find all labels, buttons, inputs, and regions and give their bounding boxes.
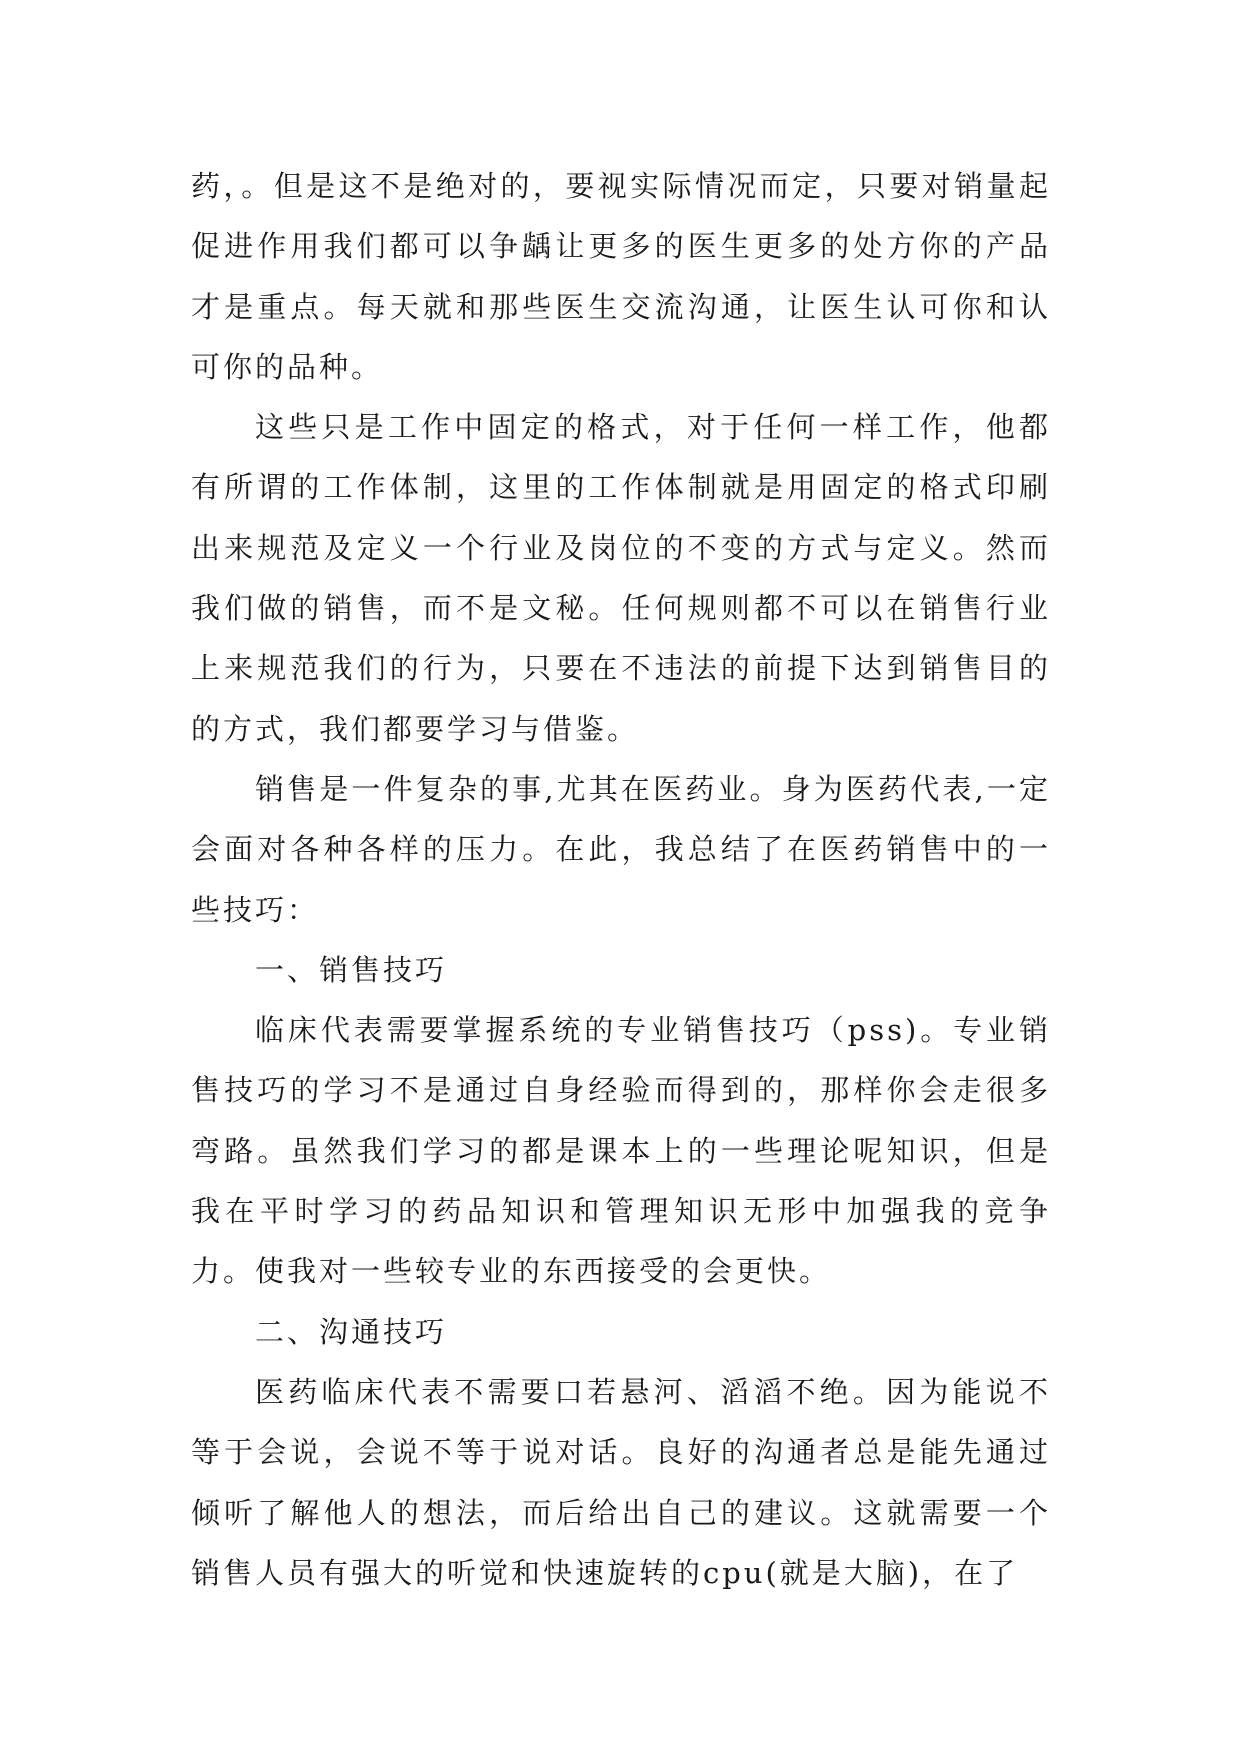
document-body — [191, 156, 1051, 1603]
paragraph-sales-skills: 临床代表需要掌握系统的专业销售技巧（pss)。专业销售技巧的学习不是通过自身经验而得到的，那样你会走很多弯路。虽然我们学习的都是课本上的一些理论呢知识，但是我在平时学习的药品知识和管理知识无形中加强我的竞争力。使我对一些较专业的东西接受的会更快。 — [191, 1013, 1051, 1289]
paragraph-communication-skills: 医药临床代表不需要口若悬河、滔滔不绝。因为能说不等于会说，会说不等于说对话。良好的沟通者总是能先通过倾听了解他人的想法，而后给出自己的建议。这就需要一个销售人员有强大的听觉和快速旋转的cpu(就是大脑)，在了 — [191, 1374, 1051, 1590]
heading-sales-skills: 一、销售技巧 — [255, 952, 448, 987]
paragraph-continuation: 药，。但是这不是绝对的，要视实际情况而定，只要对销量起促进作用我们都可以争龋让更多的医生更多的处方你的产品才是重点。每天就和那些医生交流沟通，让医生认可你和认可你的品种。 — [191, 169, 1051, 384]
paragraph-work-format: 这些只是工作中固定的格式，对于任何一样工作，他都有所谓的工作体制，这里的工作体制就是用固定的格式印刷出来规范及定义一个行业及岗位的不变的方式与定义。然而我们做的销售，而不是文秘。任何规则都不可以在销售行业上来规范我们的行为，只要在不违法的前提下达到销售目的的方式，我们都要学习与借鉴。 — [191, 410, 1051, 746]
heading-communication-skills: 二、沟通技巧 — [255, 1314, 448, 1349]
paragraph-sales-intro: 销售是一件复杂的事,尤其在医药业。身为医药代表,一定会面对各种各样的压力。在此，我总结了在医药销售中的一些技巧： — [191, 771, 1051, 927]
